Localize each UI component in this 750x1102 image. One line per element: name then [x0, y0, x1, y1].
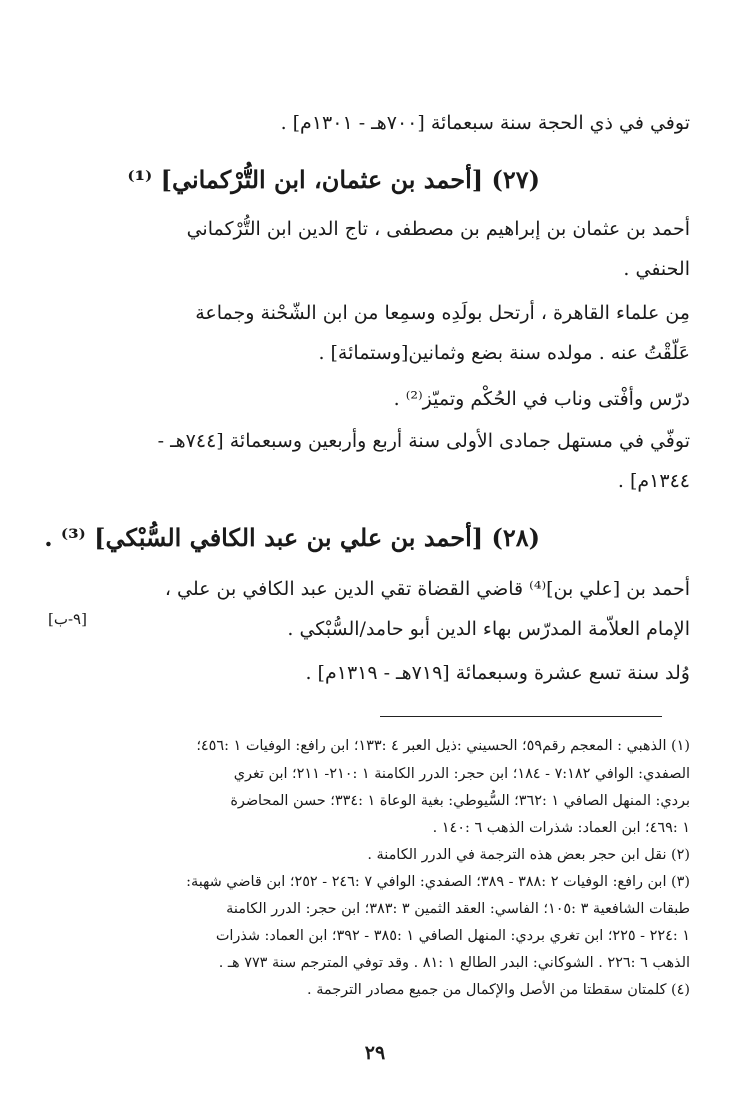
body-line: وُلد سنة تسع عشرة وسبعمائة [٧١٩هـ - ١٣١٩م] . [305, 662, 690, 684]
body-line: أحمد بن [علي بن]⁽⁴⁾ قاضي القضاة تقي الدين عبد الكافي بن علي ، [164, 578, 690, 600]
footnote-line: ١ :٤٦٩؛ ابن العماد: شذرات الذهب ٦ :١٤٠ . [432, 820, 690, 836]
body-line: درّس وأفْتى وناب في الحُكْم وتميّز⁽²⁾ . [393, 388, 690, 410]
footnote-line: ١ :٢٢٤ - ٢٢٥؛ ابن تغري بردي: المنهل الصافي ١ :٣٨٥ - ٣٩٢؛ ابن العماد: شذرات [215, 928, 690, 944]
footnote-rule [380, 716, 662, 717]
margin-folio-note: [٩-ب] [48, 610, 87, 628]
body-line: توفّي في مستهل جمادى الأولى سنة أربع وأربعين وسبعمائة [٧٤٤هـ - [157, 430, 690, 452]
body-line: توفي في ذي الحجة سنة سبعمائة [٧٠٠هـ - ١٣٠١م] . [280, 112, 690, 134]
footnote-line: (١) الذهبي : المعجم رقم٥٩؛ الحسيني :ذيل العبر ٤ :١٣٣؛ ابن رافع: الوفيات ١ :٤٥٦؛ [196, 738, 690, 754]
body-line: الحنفي . [623, 258, 690, 280]
footnote-line: (٤) كلمتان سقطتا من الأصل والإكمال من جميع مصادر الترجمة . [307, 982, 690, 998]
footnote-line: (٣) ابن رافع: الوفيات ٢ :٣٨٨ - ٣٨٩؛ الصفدي: الوافي ٧ :٢٤٦ - ٢٥٢؛ ابن قاضي شهبة: [186, 874, 690, 890]
entry-heading-27: (٢٧) [أحمد بن عثمان، ابن التُّرْكماني] ⁽¹⁾ [127, 165, 540, 194]
body-line: عَلّقْتُ عنه . مولده سنة بضع وثمانين[وستمائة] . [318, 342, 690, 364]
body-line: مِن علماء القاهرة ، أرتحل بولَدِه وسمِعا من ابن الشّحْنة وجماعة [195, 302, 690, 324]
footnote-line: الصفدي: الوافي ٧:١٨٢ - ١٨٤؛ ابن حجر: الدرر الكامنة ١ :٢١٠- ٢١١؛ ابن تغري [233, 766, 690, 782]
page-number: ٢٩ [364, 1042, 386, 1064]
entry-heading-28: (٢٨) [أحمد بن علي بن عبد الكافي السُّبْكي] ⁽³⁾ . [44, 523, 540, 552]
body-line: ١٣٤٤م] . [617, 470, 690, 492]
body-line: الإمام العلاّمة المدرّس بهاء الدين أبو حامد/السُّبْكي . [287, 618, 690, 640]
footnote-line: طبقات الشافعية ٣ :١٠٥؛ الفاسي: العقد الثمين ٣ :٣٨٣؛ ابن حجر: الدرر الكامنة [226, 901, 690, 917]
footnote-line: الذهب ٦ :٢٢٦ . الشوكاني: البدر الطالع ١ :٨١ . وقد توفي المترجم سنة ٧٧٣ هـ . [218, 955, 690, 971]
footnote-line: (٢) نقل ابن حجر بعض هذه الترجمة في الدرر الكامنة . [367, 847, 690, 863]
body-line: أحمد بن عثمان بن إبراهيم بن مصطفى ، تاج الدين ابن التُّرْكماني [186, 218, 690, 240]
footnote-line: بردي: المنهل الصافي ١ :٣٦٢؛ السُّيوطي: بغية الوعاة ١ :٣٣٤؛ حسن المحاضرة [230, 793, 690, 809]
